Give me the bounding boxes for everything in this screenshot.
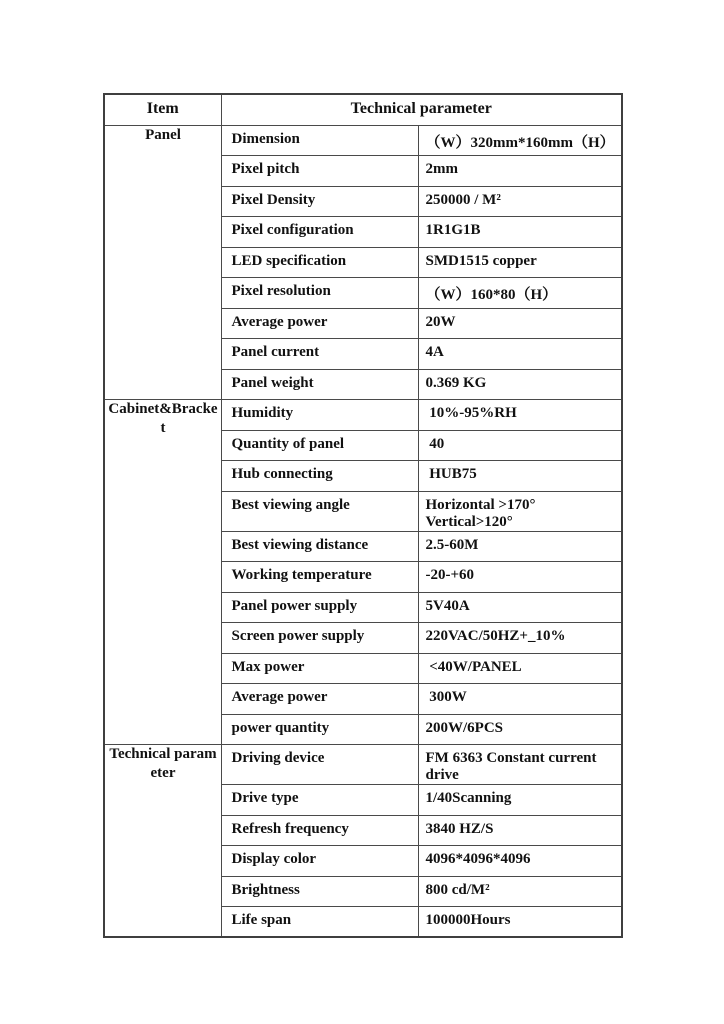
param-cell: Drive type [221, 785, 418, 816]
value-cell: 40 [418, 430, 622, 461]
value-cell: 4A [418, 339, 622, 370]
param-cell: Best viewing distance [221, 531, 418, 562]
table-header-row [104, 94, 622, 125]
value-cell: 1/40Scanning [418, 785, 622, 816]
param-cell: Panel current [221, 339, 418, 370]
param-cell: Pixel pitch [221, 156, 418, 187]
value-cell: 200W/6PCS [418, 714, 622, 745]
value-cell: 250000 / M² [418, 186, 622, 217]
param-cell: Quantity of panel [221, 430, 418, 461]
section-label-panel [104, 125, 221, 400]
value-cell: 100000Hours [418, 907, 622, 938]
header-technical-parameter: Technical parameter [221, 94, 622, 125]
table-row [104, 125, 622, 156]
value-cell: 4096*4096*4096 [418, 846, 622, 877]
param-cell: LED specification [221, 247, 418, 278]
table-row [104, 400, 622, 431]
param-cell: Brightness [221, 876, 418, 907]
value-cell: FM 6363 Constant current drive [418, 745, 622, 785]
spec-table [103, 93, 623, 938]
param-cell: Average power [221, 684, 418, 715]
value-cell: 2.5-60M [418, 531, 622, 562]
param-cell: Driving device [221, 745, 418, 785]
value-cell: -20-+60 [418, 562, 622, 593]
value-cell: <40W/PANEL [418, 653, 622, 684]
param-cell: Hub connecting [221, 461, 418, 492]
param-cell: Life span [221, 907, 418, 938]
section-label-text: Cabinet&Bracket [108, 401, 218, 436]
header-item: Item [104, 94, 221, 125]
section-label-cabinet-bracket [104, 400, 221, 745]
value-cell: Horizontal >170° Vertical>120° [418, 491, 622, 531]
value-cell: （W）160*80（H） [418, 278, 622, 309]
section-label-text: Panel [145, 126, 181, 143]
param-cell: power quantity [221, 714, 418, 745]
param-cell: Pixel Density [221, 186, 418, 217]
param-cell: Pixel resolution [221, 278, 418, 309]
value-cell: 800 cd/M² [418, 876, 622, 907]
value-cell: 300W [418, 684, 622, 715]
value-cell: 220VAC/50HZ+_10% [418, 623, 622, 654]
value-cell: 5V40A [418, 592, 622, 623]
table-row [104, 745, 622, 785]
param-cell: Panel power supply [221, 592, 418, 623]
value-cell: HUB75 [418, 461, 622, 492]
value-cell: 1R1G1B [418, 217, 622, 248]
param-cell: Screen power supply [221, 623, 418, 654]
section-label-technical-parameter [104, 745, 221, 938]
value-cell: 3840 HZ/S [418, 815, 622, 846]
param-cell: Panel weight [221, 369, 418, 400]
param-cell: Max power [221, 653, 418, 684]
param-cell: Refresh frequency [221, 815, 418, 846]
section-label-text: Technical parameter [109, 746, 217, 781]
param-cell: Pixel configuration [221, 217, 418, 248]
value-cell: 10%-95%RH [418, 400, 622, 431]
param-cell: Display color [221, 846, 418, 877]
param-cell: Working temperature [221, 562, 418, 593]
param-cell: Humidity [221, 400, 418, 431]
value-cell: 20W [418, 308, 622, 339]
param-cell: Dimension [221, 125, 418, 156]
value-cell: SMD1515 copper [418, 247, 622, 278]
param-cell: Average power [221, 308, 418, 339]
param-cell: Best viewing angle [221, 491, 418, 531]
value-cell: 2mm [418, 156, 622, 187]
value-cell: （W）320mm*160mm（H） [418, 125, 622, 156]
value-cell: 0.369 KG [418, 369, 622, 400]
